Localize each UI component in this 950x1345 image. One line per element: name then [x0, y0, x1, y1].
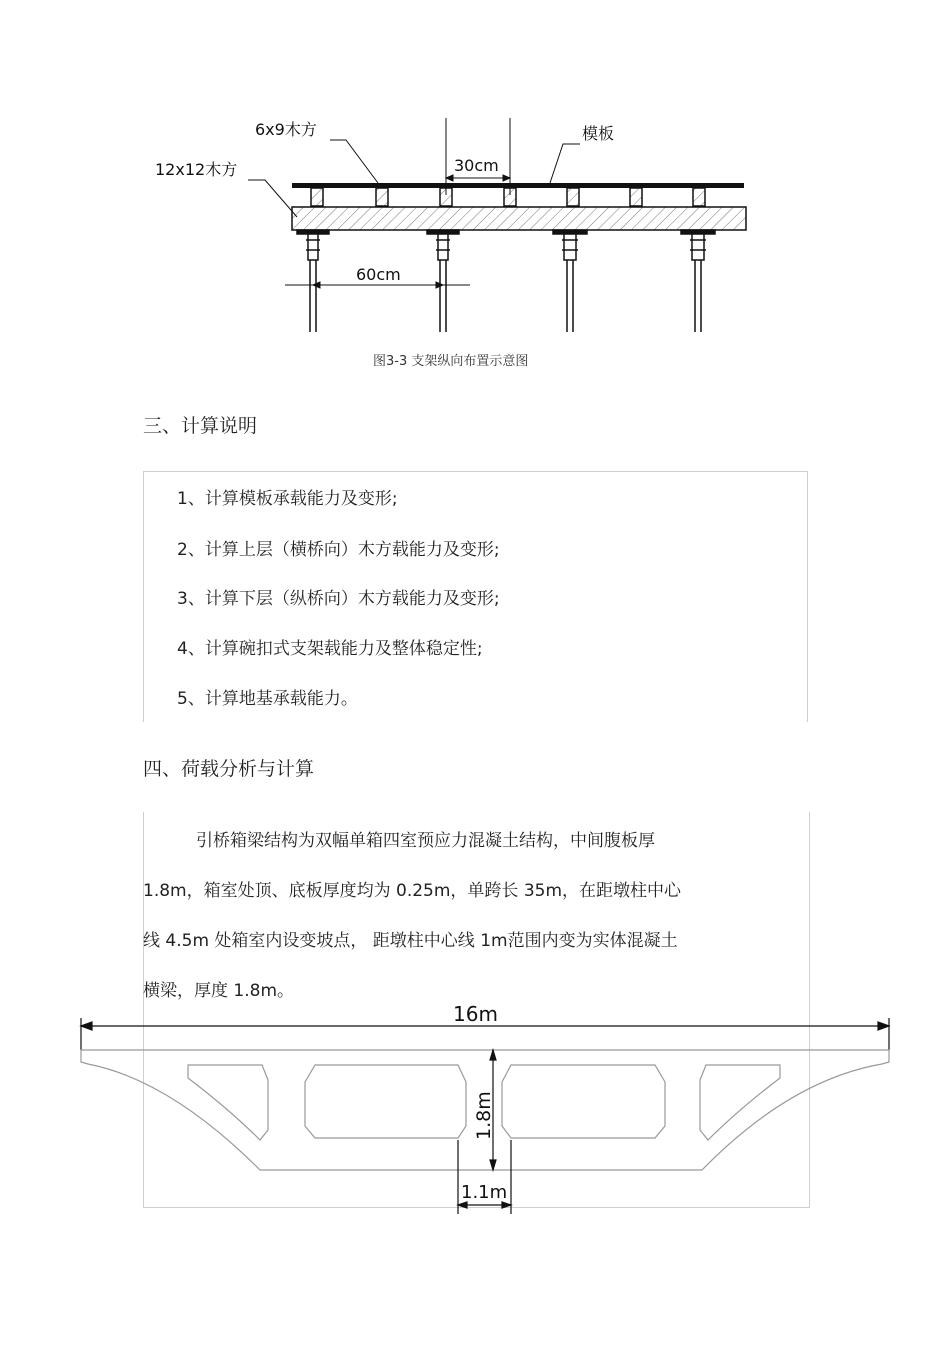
label-12x12-timber: 12x12木方: [155, 160, 238, 179]
box-girder-section-diagram: [70, 1000, 900, 1220]
paragraph-line-4: 横梁，厚度 1.8m。: [143, 981, 294, 1001]
label-formwork: 模板: [582, 124, 615, 143]
leader-lines: [248, 140, 580, 217]
label-16m: 16m: [453, 1002, 498, 1026]
calc-item-1: 1、计算模板承载能力及变形;: [177, 489, 398, 509]
calc-item-5: 5、计算地基承载能力。: [177, 689, 358, 709]
label-30cm: 30cm: [454, 156, 499, 175]
calc-item-4: 4、计算碗扣式支架载能力及整体稳定性;: [177, 639, 483, 659]
timber-12x12-beam: [292, 207, 746, 230]
calc-item-2: 2、计算上层（横桥向）木方载能力及变形;: [177, 540, 500, 560]
scaffold-layout-diagram: [140, 110, 780, 350]
figure-caption: 图3-3 支架纵向布置示意图: [373, 354, 529, 369]
paragraph-line-2: 1.8m，箱室处顶、底板厚度均为 0.25m，单跨长 35m，在距墩柱中心: [143, 881, 682, 901]
formwork-plate: [292, 183, 744, 188]
timber-6x9-blocks: [311, 188, 705, 206]
label-1.8m: 1.8m: [473, 1091, 495, 1140]
paragraph-line-1: 引桥箱梁结构为双幅单箱四室预应力混凝土结构，中间腹板厚: [196, 831, 655, 851]
paragraph-line-3: 线 4.5m 处箱室内设变坡点， 距墩柱中心线 1m范围内变为实体混凝土: [143, 931, 678, 951]
label-60cm: 60cm: [356, 265, 401, 284]
section-heading-load-analysis: 四、荷载分析与计算: [143, 758, 315, 780]
label-6x9-timber: 6x9木方: [255, 120, 317, 139]
section-heading-calculation: 三、计算说明: [143, 415, 258, 437]
label-1.1m: 1.1m: [461, 1182, 508, 1203]
calc-item-3: 3、计算下层（纵桥向）木方载能力及变形;: [177, 589, 500, 609]
